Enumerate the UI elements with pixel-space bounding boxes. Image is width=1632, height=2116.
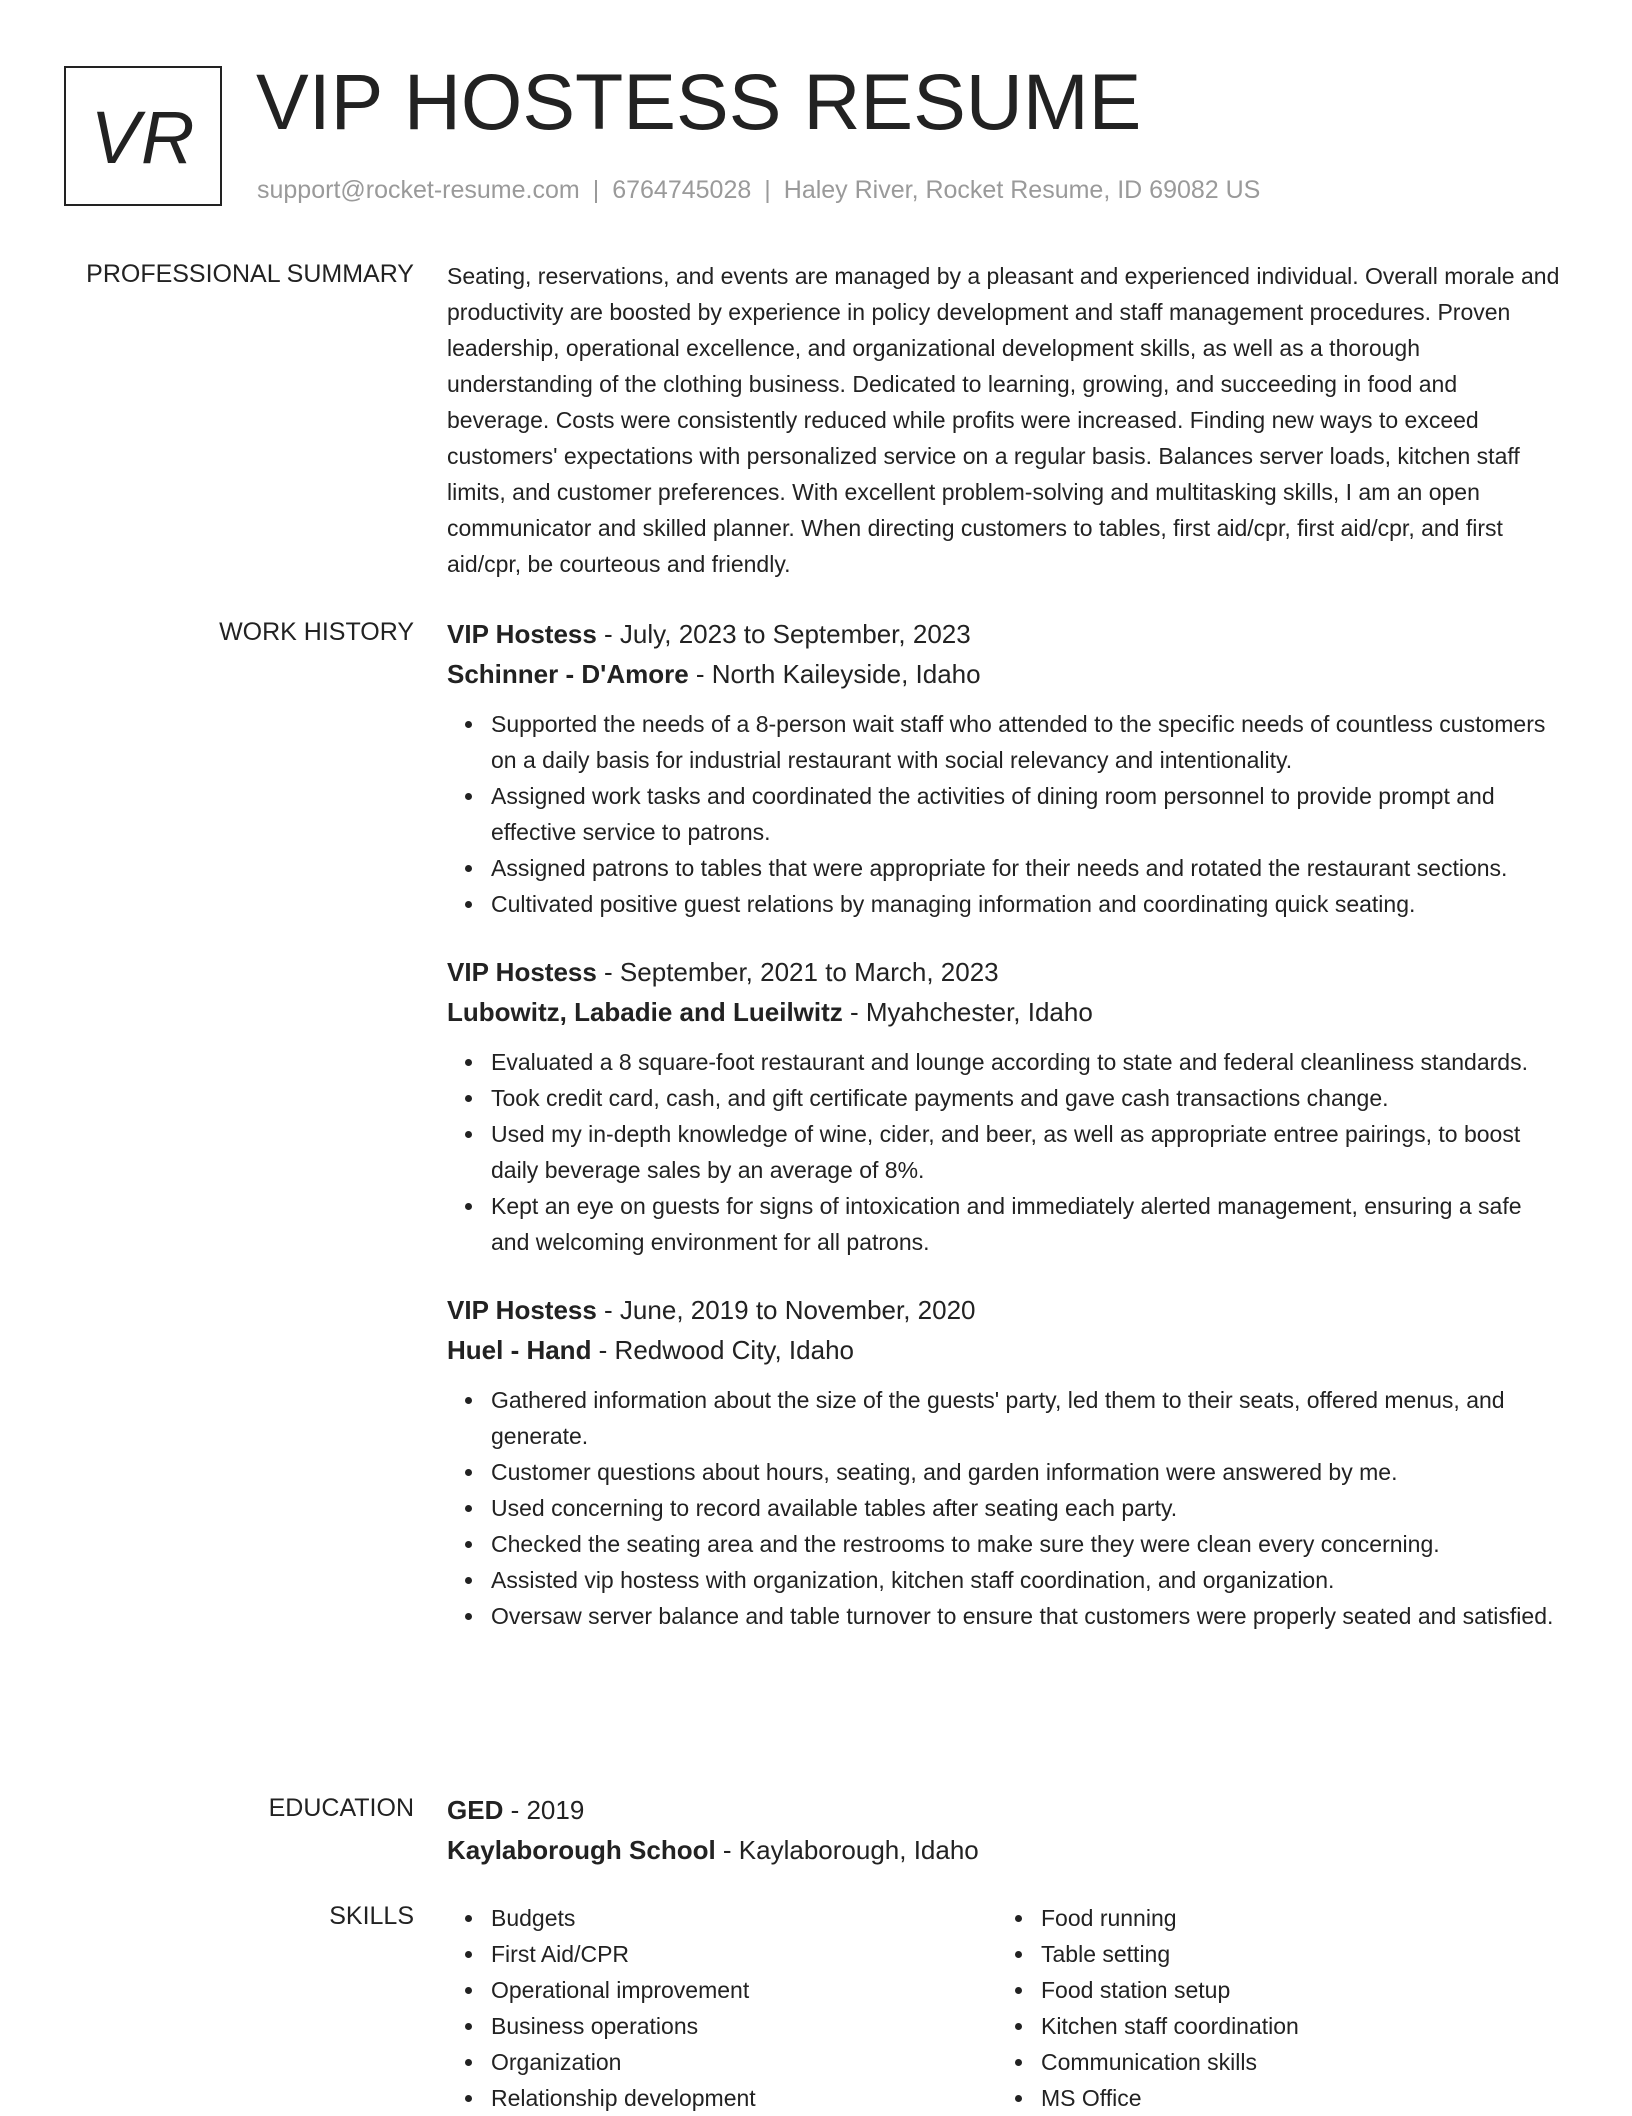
skill-item: Food station setup <box>1041 1972 1547 2008</box>
job-bullets <box>447 706 1562 922</box>
job-bullet: Used my in-depth knowledge of wine, cider, and beer, as well as appropriate entree pairings, to boost daily beverage sales by an average of 8%. <box>491 1116 1562 1188</box>
job-company-line <box>447 1330 1562 1370</box>
section-label-skills: SKILLS <box>329 1902 414 1930</box>
job-entry <box>447 1290 1562 1634</box>
job-title-line <box>447 1290 1562 1330</box>
skills-column-left <box>447 1900 997 2116</box>
job-bullet: Evaluated a 8 square-foot restaurant and lounge according to state and federal cleanliness standards. <box>491 1044 1562 1080</box>
job-title-line <box>447 952 1562 992</box>
education-school: Kaylaborough School <box>447 1835 716 1865</box>
skills-columns <box>447 1900 1562 2116</box>
skills-list-left <box>447 1900 997 2116</box>
job-bullets <box>447 1044 1562 1260</box>
summary-body <box>447 258 1562 582</box>
job-dates: - June, 2019 to November, 2020 <box>596 1295 976 1325</box>
job-bullet: Cultivated positive guest relations by managing information and coordinating quick seating. <box>491 886 1562 922</box>
job-bullet: Assisted vip hostess with organization, kitchen staff coordination, and organization. <box>491 1562 1562 1598</box>
job-location: - Redwood City, Idaho <box>591 1335 854 1365</box>
skill-item: Operational improvement <box>491 1972 997 2008</box>
skill-item: Organization <box>491 2044 997 2080</box>
skill-item: Communication skills <box>1041 2044 1547 2080</box>
skill-item: Table setting <box>1041 1936 1547 1972</box>
skills-body <box>447 1900 1562 2116</box>
job-title: VIP Hostess <box>447 957 597 987</box>
job-bullet: Used concerning to record available tables after seating each party. <box>491 1490 1562 1526</box>
summary-text: Seating, reservations, and events are managed by a pleasant and experienced individual. Overall morale and productivity are boosted by experience in policy development and staff management procedures. Proven leadership, operational excellence, and organizational development skills, as well as a thorough understanding of the clothing business. Dedicated to learning, growing, and succeeding in food and beverage. Costs were consistently reduced while profits were increased. Finding new ways to exceed customers' expectations with personalized service on a regular basis. Balances server loads, kitchen staff limits, and customer preferences. With excellent problem-solving and multitasking skills, I am an open communicator and skilled planner. When directing customers to tables, first aid/cpr, first aid/cpr, and first aid/cpr, be courteous and friendly. <box>447 263 1560 577</box>
skill-item: Kitchen staff coordination <box>1041 2008 1547 2044</box>
education-degree: GED <box>447 1795 504 1825</box>
skill-item: Business operations <box>491 2008 997 2044</box>
job-bullet: Assigned patrons to tables that were appropriate for their needs and rotated the restaurant sections. <box>491 850 1562 886</box>
resume-title: VIP HOSTESS RESUME <box>256 57 1142 146</box>
monogram-initials: VR <box>90 95 196 179</box>
job-location: - Myahchester, Idaho <box>842 997 1093 1027</box>
job-title-line <box>447 614 1562 654</box>
section-label-work-history: WORK HISTORY <box>219 618 414 646</box>
job-title: VIP Hostess <box>447 1295 597 1325</box>
contact-separator: | <box>592 176 600 204</box>
contact-email: support@rocket-resume.com <box>257 176 580 204</box>
work-history-body <box>447 614 1562 1634</box>
job-bullet: Customer questions about hours, seating, and garden information were answered by me. <box>491 1454 1562 1490</box>
skill-item: Budgets <box>491 1900 997 1936</box>
monogram-box <box>64 66 222 206</box>
job-company-line <box>447 992 1562 1032</box>
job-location: - North Kaileyside, Idaho <box>688 659 981 689</box>
contact-line <box>257 176 1260 205</box>
job-dates: - September, 2021 to March, 2023 <box>596 957 999 987</box>
job-title: VIP Hostess <box>447 619 597 649</box>
contact-address: Haley River, Rocket Resume, ID 69082 US <box>783 176 1261 204</box>
job-bullet: Gathered information about the size of the guests' party, led them to their seats, offered menus, and generate. <box>491 1382 1562 1454</box>
skill-item: Relationship development <box>491 2080 997 2116</box>
job-bullet: Checked the seating area and the restrooms to make sure they were clean every concerning. <box>491 1526 1562 1562</box>
education-location: - Kaylaborough, Idaho <box>715 1835 979 1865</box>
job-company: Huel - Hand <box>447 1335 592 1365</box>
skill-item: First Aid/CPR <box>491 1936 997 1972</box>
education-school-line <box>447 1830 1562 1870</box>
job-company: Lubowitz, Labadie and Lueilwitz <box>447 997 843 1027</box>
job-bullet: Oversaw server balance and table turnover to ensure that customers were properly seated and satisfied. <box>491 1598 1562 1634</box>
job-bullets <box>447 1382 1562 1634</box>
education-body <box>447 1790 1562 1870</box>
job-bullet: Assigned work tasks and coordinated the activities of dining room personnel to provide prompt and effective service to patrons. <box>491 778 1562 850</box>
job-company: Schinner - D'Amore <box>447 659 689 689</box>
contact-separator: | <box>764 176 771 204</box>
job-bullet: Supported the needs of a 8-person wait staff who attended to the specific needs of countless customers on a daily basis for industrial restaurant with social relevancy and intentionality. <box>491 706 1562 778</box>
section-label-education: EDUCATION <box>268 1794 414 1822</box>
job-bullet: Took credit card, cash, and gift certificate payments and gave cash transactions change. <box>491 1080 1562 1116</box>
skill-item: MS Office <box>1041 2080 1547 2116</box>
section-label-summary: PROFESSIONAL SUMMARY <box>86 260 414 288</box>
education-year: - 2019 <box>503 1795 585 1825</box>
job-company-line <box>447 654 1562 694</box>
job-dates: - July, 2023 to September, 2023 <box>596 619 971 649</box>
skills-column-right <box>997 1900 1547 2116</box>
job-bullet: Kept an eye on guests for signs of intoxication and immediately alerted management, ensuring a safe and welcoming environment for all patrons. <box>491 1188 1562 1260</box>
contact-phone: 6764745028 <box>612 176 752 204</box>
education-degree-line <box>447 1790 1562 1830</box>
skills-list-right <box>997 1900 1547 2116</box>
skill-item: Food running <box>1041 1900 1547 1936</box>
job-entry <box>447 614 1562 922</box>
job-entry <box>447 952 1562 1260</box>
